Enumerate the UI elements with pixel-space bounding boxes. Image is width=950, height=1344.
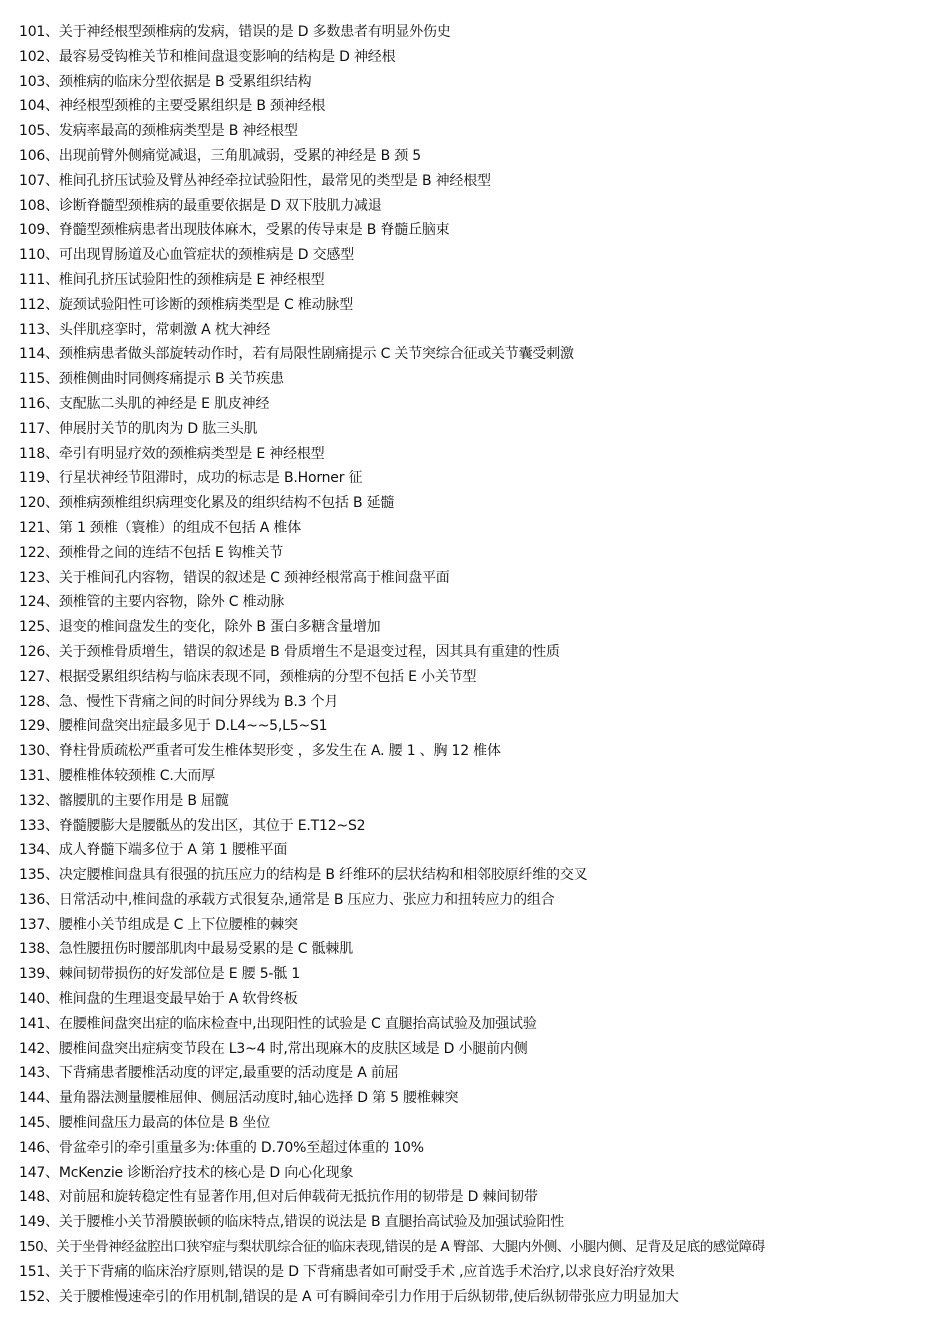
question-line: 105、发病率最高的颈椎病类型是 B 神经根型: [19, 123, 298, 140]
question-line: 123、关于椎间孔内容物，错误的叙述是 C 颈神经根常高于椎间盘平面: [19, 569, 450, 586]
question-line: 112、旋颈试验阳性可诊断的颈椎病类型是 C 椎动脉型: [19, 296, 353, 313]
question-line: 104、神经根型颈椎的主要受累组织是 B 颈神经根: [19, 98, 326, 115]
question-line: 124、颈椎管的主要内容物，除外 C 椎动脉: [19, 594, 284, 611]
question-line: 145、腰椎间盘压力最高的体位是 B 坐位: [19, 1115, 271, 1132]
question-line: 150、关于坐骨神经盆腔出口狭窄症与梨状肌综合征的临床表现,错误的是 A 臀部、大腿内外侧、小腿内侧、足背及足底的感觉障碍: [19, 1239, 765, 1256]
question-line: 125、退变的椎间盘发生的变化，除外 B 蛋白多糖含量增加: [19, 619, 381, 636]
question-line: 115、颈椎侧曲时同侧疼痛提示 B 关节疾患: [19, 371, 284, 388]
question-line: 131、腰椎椎体较颈椎 C.大而厚: [19, 767, 215, 784]
question-line: 129、腰椎间盘突出症最多见于 D.L4~~5,L5~S1: [19, 718, 328, 735]
question-line: 146、骨盆牵引的牵引重量多为:体重的 D.70%至超过体重的 10%: [19, 1139, 424, 1156]
question-line: 148、对前屈和旋转稳定性有显著作用,但对后伸载荷无抵抗作用的韧带是 D 棘间韧带: [19, 1189, 538, 1206]
question-line: 109、脊髓型颈椎病患者出现肢体麻木，受累的传导束是 B 脊髓丘脑束: [19, 222, 450, 239]
question-line: 110、可出现胃肠道及心血管症状的颈椎病是 D 交感型: [19, 247, 355, 264]
question-line: 128、急、慢性下背痛之间的时间分界线为 B.3 个月: [19, 693, 339, 710]
question-line: 138、急性腰扭伤时腰部肌肉中最易受累的是 C 骶棘肌: [19, 941, 353, 958]
question-line: 113、头伴肌痉挛时，常刺激 A 枕大神经: [19, 321, 270, 338]
question-line: 152、关于腰椎慢速牵引的作用机制,错误的是 A 可有瞬间牵引力作用于后纵韧带,使后纵韧带张应力明显加大: [19, 1288, 679, 1305]
question-line: 137、腰椎小关节组成是 C 上下位腰椎的棘突: [19, 916, 298, 933]
question-line: 121、第 1 颈椎（寰椎）的组成不包括 A 椎体: [19, 519, 302, 536]
question-line: 106、出现前臂外侧痛觉减退，三角肌减弱，受累的神经是 B 颈 5: [19, 147, 421, 164]
question-line: 141、在腰椎间盘突出症的临床检查中,出现阳性的试验是 C 直腿抬高试验及加强试验: [19, 1015, 537, 1032]
question-line: 135、决定腰椎间盘具有很强的抗压应力的结构是 B 纤维环的层状结构和相邻胶原纤维的交叉: [19, 867, 588, 884]
question-line: 133、脊髓腰膨大是腰骶丛的发出区，其位于 E.T12~S2: [19, 817, 366, 834]
question-line: 120、颈椎病颈椎组织病理变化累及的组织结构不包括 B 延髓: [19, 495, 395, 512]
question-line: 132、髂腰肌的主要作用是 B 屈髋: [19, 792, 229, 809]
question-line: 126、关于颈椎骨质增生，错误的叙述是 B 骨质增生不是退变过程，因其具有重建的性质: [19, 643, 560, 660]
document-body: [19, 20, 944, 1309]
question-line: 140、椎间盘的生理退变最早始于 A 软骨终板: [19, 991, 298, 1008]
question-line: 149、关于腰椎小关节滑膜嵌顿的临床特点,错误的说法是 B 直腿抬高试验及加强试验阳性: [19, 1214, 565, 1231]
question-line: 136、日常活动中,椎间盘的承载方式很复杂,通常是 B 压应力、张应力和扭转应力的组合: [19, 891, 555, 908]
question-line: 103、颈椎病的临床分型依据是 B 受累组织结构: [19, 73, 312, 90]
question-line: 111、椎间孔挤压试验阳性的颈椎病是 E 神经根型: [19, 271, 325, 288]
question-line: 101、关于神经根型颈椎病的发病，错误的是 D 多数患者有明显外伤史: [19, 24, 451, 40]
question-line: 142、腰椎间盘突出症病变节段在 L3~4 时,常出现麻木的皮肤区域是 D 小腿前内侧: [19, 1040, 528, 1057]
question-line: 116、支配肱二头肌的神经是 E 肌皮神经: [19, 395, 270, 412]
question-line: 134、成人脊髓下端多位于 A 第 1 腰椎平面: [19, 842, 288, 859]
question-line: 107、椎间孔挤压试验及臂丛神经牵拉试验阳性，最常见的类型是 B 神经根型: [19, 172, 491, 189]
question-line: 147、McKenzie 诊断治疗技术的核心是 D 向心化现象: [19, 1164, 354, 1181]
question-line: 143、下背痛患者腰椎活动度的评定,最重要的活动度是 A 前屈: [19, 1065, 399, 1082]
question-line: 127、根据受累组织结构与临床表现不同，颈椎病的分型不包括 E 小关节型: [19, 668, 477, 685]
question-line: 119、行星状神经节阻滞时，成功的标志是 B.Horner 征: [19, 470, 363, 487]
question-line: 139、棘间韧带损伤的好发部位是 E 腰 5-骶 1: [19, 966, 301, 983]
question-line: 102、最容易受钩椎关节和椎间盘退变影响的结构是 D 神经根: [19, 48, 396, 65]
question-line: 117、伸展肘关节的肌肉为 D 肱三头肌: [19, 420, 258, 437]
question-line: 122、颈椎骨之间的连结不包括 E 钩椎关节: [19, 544, 284, 561]
question-line: 114、颈椎病患者做头部旋转动作时，若有局限性剧痛提示 C 关节突综合征或关节囊受刺激: [19, 346, 574, 363]
question-line: 144、量角器法测量腰椎屈伸、侧屈活动度时,轴心选择 D 第 5 腰椎棘突: [19, 1090, 459, 1107]
question-line: 151、关于下背痛的临床治疗原则,错误的是 D 下背痛患者如可耐受手术 ,应首选手术治疗,以求良好治疗效果: [19, 1263, 675, 1280]
question-line: 130、脊柱骨质疏松严重者可发生椎体契形变 ，多发生在 A. 腰 1 、胸 12 椎体: [19, 743, 501, 760]
question-line: 118、牵引有明显疗效的颈椎病类型是 E 神经根型: [19, 445, 325, 462]
question-line: 108、诊断脊髓型颈椎病的最重要依据是 D 双下肢肌力减退: [19, 197, 382, 214]
